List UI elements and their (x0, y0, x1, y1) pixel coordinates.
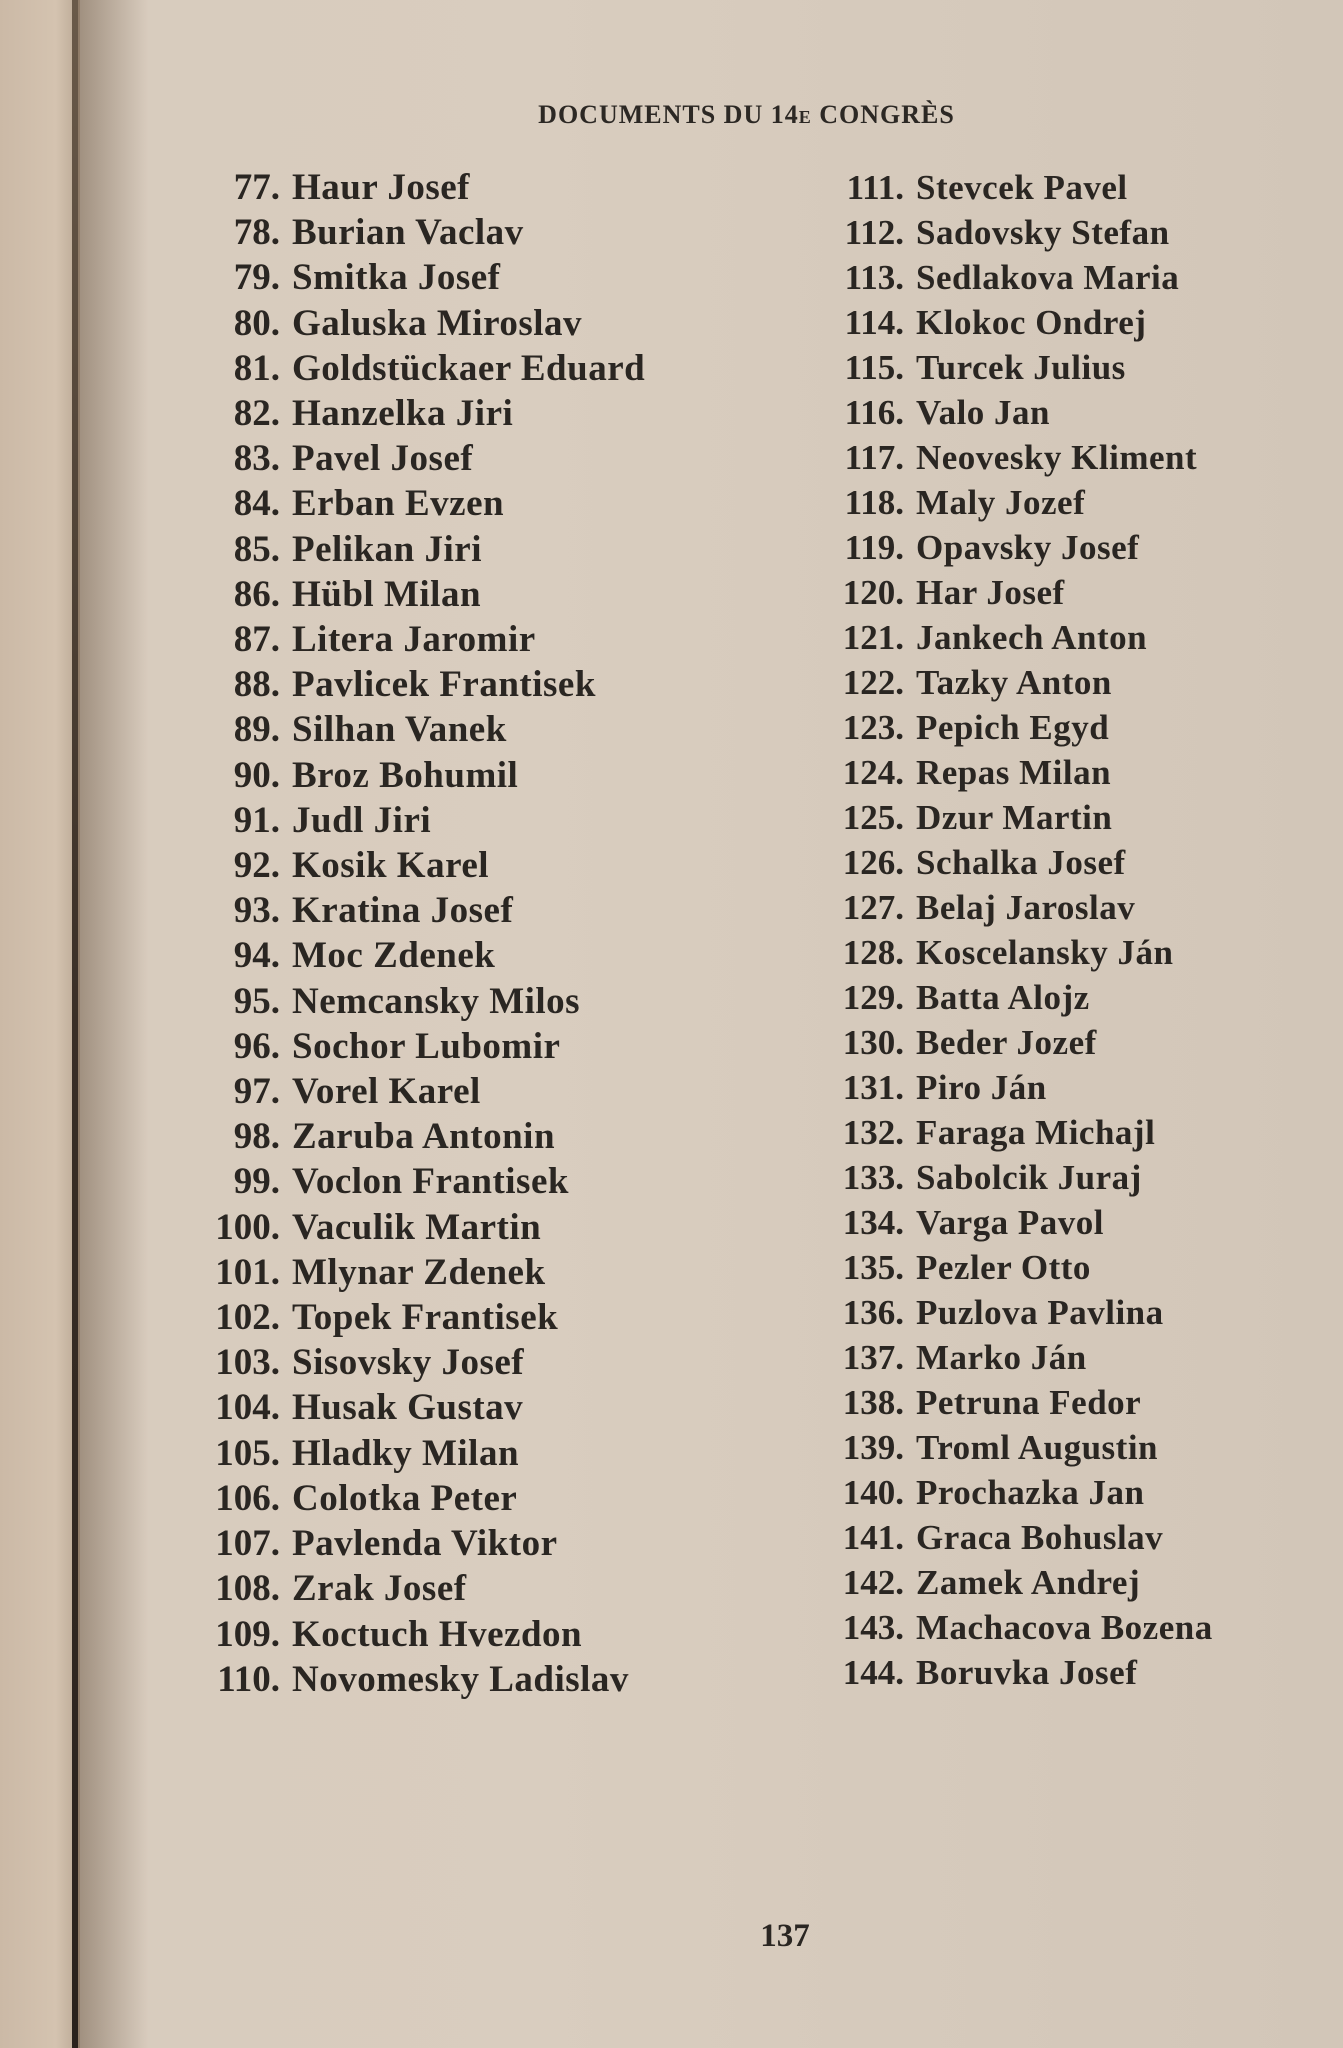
entry-name: Zamek Andrej (916, 1563, 1141, 1602)
list-item (832, 1425, 1213, 1470)
list-item (832, 1155, 1213, 1200)
entry-number: 93. (233, 890, 280, 932)
entry-number: 81. (233, 347, 280, 389)
entry-name: Erban Evzen (292, 483, 505, 525)
entry-number: 142. (842, 1563, 904, 1602)
list-item (832, 930, 1213, 975)
entry-number: 91. (233, 799, 280, 841)
list-item (210, 888, 645, 933)
list-item (832, 210, 1213, 255)
entry-number: 119. (844, 528, 904, 567)
entry-number: 112. (844, 213, 904, 252)
entry-number: 103. (215, 1342, 280, 1384)
entry-name: Topek Frantisek (292, 1297, 559, 1339)
list-item (832, 435, 1213, 480)
entry-number: 104. (215, 1387, 280, 1429)
entry-name: Kosik Karel (292, 845, 490, 887)
list-item (832, 975, 1213, 1020)
entry-number: 92. (233, 845, 280, 887)
list-item (210, 165, 645, 210)
facing-page-edge (0, 0, 80, 2048)
entry-name: Opavsky Josef (916, 528, 1140, 567)
entry-name: Haur Josef (292, 167, 471, 208)
entry-name: Broz Bohumil (292, 754, 519, 796)
entry-name: Puzlova Pavlina (916, 1293, 1164, 1332)
list-item (210, 301, 645, 346)
entry-number: 126. (842, 843, 904, 882)
list-item (210, 617, 645, 662)
entry-number: 110. (217, 1658, 280, 1700)
list-item (210, 1612, 645, 1657)
entry-name: Schalka Josef (916, 843, 1126, 882)
entry-name: Mlynar Zdenek (292, 1251, 546, 1293)
entry-name: Smitka Josef (292, 257, 501, 299)
list-item (210, 572, 645, 617)
entry-number: 106. (215, 1477, 280, 1519)
entry-name: Faraga Michajl (916, 1113, 1156, 1152)
list-item (832, 750, 1213, 795)
entry-name: Silhan Vanek (292, 709, 507, 751)
list-item (832, 885, 1213, 930)
list-item (210, 1521, 645, 1566)
list-item (832, 1065, 1213, 1110)
entry-number: 122. (842, 663, 904, 702)
list-item (210, 707, 645, 752)
entry-number: 131. (842, 1068, 904, 1107)
entry-name: Pavlicek Frantisek (292, 664, 596, 706)
list-item (832, 570, 1213, 615)
list-item (210, 481, 645, 526)
list-item (210, 662, 645, 707)
entry-number: 77. (233, 167, 280, 208)
running-head: DOCUMENTS DU 14e CONGRÈS (538, 100, 955, 129)
entry-number: 129. (842, 978, 904, 1017)
entry-name: Kratina Josef (292, 890, 514, 932)
entry-number: 130. (842, 1023, 904, 1062)
entry-name: Har Josef (916, 573, 1065, 612)
list-item (210, 346, 645, 391)
list-item (210, 210, 645, 255)
entry-name: Voclon Frantisek (292, 1161, 569, 1203)
list-item (832, 1470, 1213, 1515)
list-item (832, 1650, 1213, 1695)
entry-number: 79. (233, 257, 280, 299)
list-item (832, 705, 1213, 750)
entry-name: Pelikan Jiri (292, 528, 482, 570)
list-item (210, 1295, 645, 1340)
list-item (832, 480, 1213, 525)
list-item (832, 390, 1213, 435)
entry-name: Koctuch Hvezdon (292, 1613, 583, 1655)
entry-number: 137. (842, 1338, 904, 1377)
entry-number: 109. (215, 1613, 280, 1655)
list-item (210, 391, 645, 436)
list-item (832, 1380, 1213, 1425)
entry-name: Hladky Milan (292, 1432, 520, 1474)
entry-number: 101. (215, 1251, 280, 1293)
entry-name: Zaruba Antonin (292, 1116, 556, 1158)
entry-number: 117. (844, 438, 904, 477)
entry-number: 124. (842, 753, 904, 792)
entry-number: 121. (842, 618, 904, 657)
entry-number: 128. (842, 933, 904, 972)
entry-number: 136. (842, 1293, 904, 1332)
entry-name: Prochazka Jan (916, 1473, 1145, 1512)
entry-name: Troml Augustin (916, 1428, 1159, 1467)
list-item (210, 1657, 645, 1702)
entry-name: Sabolcik Juraj (916, 1158, 1142, 1197)
list-item (832, 1560, 1213, 1605)
list-item (210, 843, 645, 888)
list-item (832, 255, 1213, 300)
list-item (832, 1200, 1213, 1245)
list-item (210, 979, 645, 1024)
list-item (210, 1566, 645, 1611)
entry-name: Pepich Egyd (916, 708, 1110, 747)
entry-number: 111. (846, 168, 904, 207)
entry-number: 134. (842, 1203, 904, 1242)
entry-number: 78. (233, 212, 280, 254)
entry-name: Turcek Julius (916, 348, 1126, 387)
list-item (210, 1250, 645, 1295)
entry-name: Pavlenda Viktor (292, 1523, 558, 1565)
entry-number: 143. (842, 1608, 904, 1647)
list-item (832, 1515, 1213, 1560)
entry-number: 94. (233, 935, 280, 977)
entry-number: 115. (844, 348, 904, 387)
entry-number: 82. (233, 393, 280, 435)
entry-name: Goldstückaer Eduard (292, 347, 646, 389)
entry-name: Batta Alojz (916, 978, 1090, 1017)
page-number: 137 (760, 1918, 810, 1954)
list-item (832, 660, 1213, 705)
entry-number: 120. (842, 573, 904, 612)
entry-name: Dzur Martin (916, 798, 1113, 837)
gutter-shadow (78, 0, 148, 2048)
entry-number: 90. (233, 754, 280, 796)
list-item (832, 795, 1213, 840)
entry-number: 84. (233, 483, 280, 525)
entry-number: 88. (233, 664, 280, 706)
list-item (210, 527, 645, 572)
list-item (832, 1335, 1213, 1380)
entry-name: Neovesky Kliment (916, 438, 1198, 477)
entry-name: Colotka Peter (292, 1477, 518, 1519)
entry-number: 105. (215, 1432, 280, 1474)
list-item (832, 615, 1213, 660)
entry-number: 80. (233, 302, 280, 344)
entry-name: Vorel Karel (292, 1071, 481, 1113)
entry-name: Novomesky Ladislav (292, 1658, 629, 1700)
entry-name: Litera Jaromir (292, 619, 536, 661)
entry-number: 86. (233, 573, 280, 615)
entry-number: 133. (842, 1158, 904, 1197)
entry-name: Hübl Milan (292, 573, 482, 615)
list-item (832, 1110, 1213, 1155)
entry-name: Pezler Otto (916, 1248, 1091, 1287)
entry-name: Vaculik Martin (292, 1206, 542, 1248)
entry-name: Belaj Jaroslav (916, 888, 1136, 927)
list-item (210, 1159, 645, 1204)
list-item (210, 1069, 645, 1114)
list-item (210, 933, 645, 978)
list-item (210, 1431, 645, 1476)
entry-number: 123. (842, 708, 904, 747)
entry-number: 132. (842, 1113, 904, 1152)
entry-number: 144. (842, 1653, 904, 1692)
entry-name: Husak Gustav (292, 1387, 524, 1429)
entry-number: 139. (842, 1428, 904, 1467)
entry-number: 113. (844, 258, 904, 297)
entry-name: Pavel Josef (292, 438, 474, 480)
entry-number: 85. (233, 528, 280, 570)
entry-name: Valo Jan (916, 393, 1051, 432)
entry-name: Sochor Lubomir (292, 1025, 561, 1067)
entry-name: Marko Ján (916, 1338, 1087, 1377)
list-item (210, 436, 645, 481)
entry-name: Klokoc Ondrej (916, 303, 1147, 342)
entry-name: Beder Jozef (916, 1023, 1097, 1062)
list-item (210, 1340, 645, 1385)
entry-number: 87. (233, 619, 280, 661)
right-name-column (832, 165, 1213, 1695)
entry-name: Moc Zdenek (292, 935, 496, 977)
entry-number: 127. (842, 888, 904, 927)
list-item (210, 1024, 645, 1069)
entry-name: Nemcansky Milos (292, 980, 581, 1022)
entry-name: Galuska Miroslav (292, 302, 582, 344)
list-item (210, 753, 645, 798)
entry-number: 114. (844, 303, 904, 342)
entry-number: 118. (844, 483, 904, 522)
entry-name: Sisovsky Josef (292, 1342, 525, 1384)
entry-name: Sadovsky Stefan (916, 213, 1170, 252)
list-item (210, 1385, 645, 1430)
entry-name: Jankech Anton (916, 618, 1148, 657)
entry-number: 100. (215, 1206, 280, 1248)
entry-name: Stevcek Pavel (916, 168, 1128, 207)
list-item (832, 345, 1213, 390)
list-item (832, 840, 1213, 885)
entry-number: 89. (233, 709, 280, 751)
list-item (832, 1245, 1213, 1290)
list-item (832, 300, 1213, 345)
entry-number: 102. (215, 1297, 280, 1339)
list-item (832, 525, 1213, 570)
entry-number: 83. (233, 438, 280, 480)
list-item (832, 1020, 1213, 1065)
entry-number: 98. (233, 1116, 280, 1158)
entry-number: 135. (842, 1248, 904, 1287)
list-item (210, 1205, 645, 1250)
entry-name: Repas Milan (916, 753, 1112, 792)
entry-name: Tazky Anton (916, 663, 1112, 702)
entry-number: 125. (842, 798, 904, 837)
entry-name: Boruvka Josef (916, 1653, 1138, 1692)
entry-number: 108. (215, 1568, 280, 1610)
entry-number: 107. (215, 1523, 280, 1565)
entry-number: 116. (844, 393, 904, 432)
entry-number: 138. (842, 1383, 904, 1422)
entry-name: Zrak Josef (292, 1568, 467, 1610)
entry-number: 140. (842, 1473, 904, 1512)
entry-number: 141. (842, 1518, 904, 1557)
entry-name: Petruna Fedor (916, 1383, 1142, 1422)
entry-name: Burian Vaclav (292, 212, 524, 254)
list-item (832, 1290, 1213, 1335)
list-item (210, 798, 645, 843)
entry-name: Varga Pavol (916, 1203, 1104, 1242)
list-item (832, 165, 1213, 210)
left-name-column (210, 165, 645, 1702)
entry-number: 96. (233, 1025, 280, 1067)
entry-name: Sedlakova Maria (916, 258, 1180, 297)
list-item (832, 1605, 1213, 1650)
entry-number: 97. (233, 1071, 280, 1113)
entry-name: Piro Ján (916, 1068, 1047, 1107)
entry-number: 99. (233, 1161, 280, 1203)
entry-name: Graca Bohuslav (916, 1518, 1164, 1557)
entry-name: Hanzelka Jiri (292, 393, 514, 435)
list-item (210, 1114, 645, 1159)
list-item (210, 255, 645, 300)
entry-name: Maly Jozef (916, 483, 1086, 522)
list-item (210, 1476, 645, 1521)
entry-name: Koscelansky Ján (916, 933, 1174, 972)
entry-number: 95. (233, 980, 280, 1022)
entry-name: Judl Jiri (292, 799, 432, 841)
entry-name: Machacova Bozena (916, 1608, 1213, 1647)
